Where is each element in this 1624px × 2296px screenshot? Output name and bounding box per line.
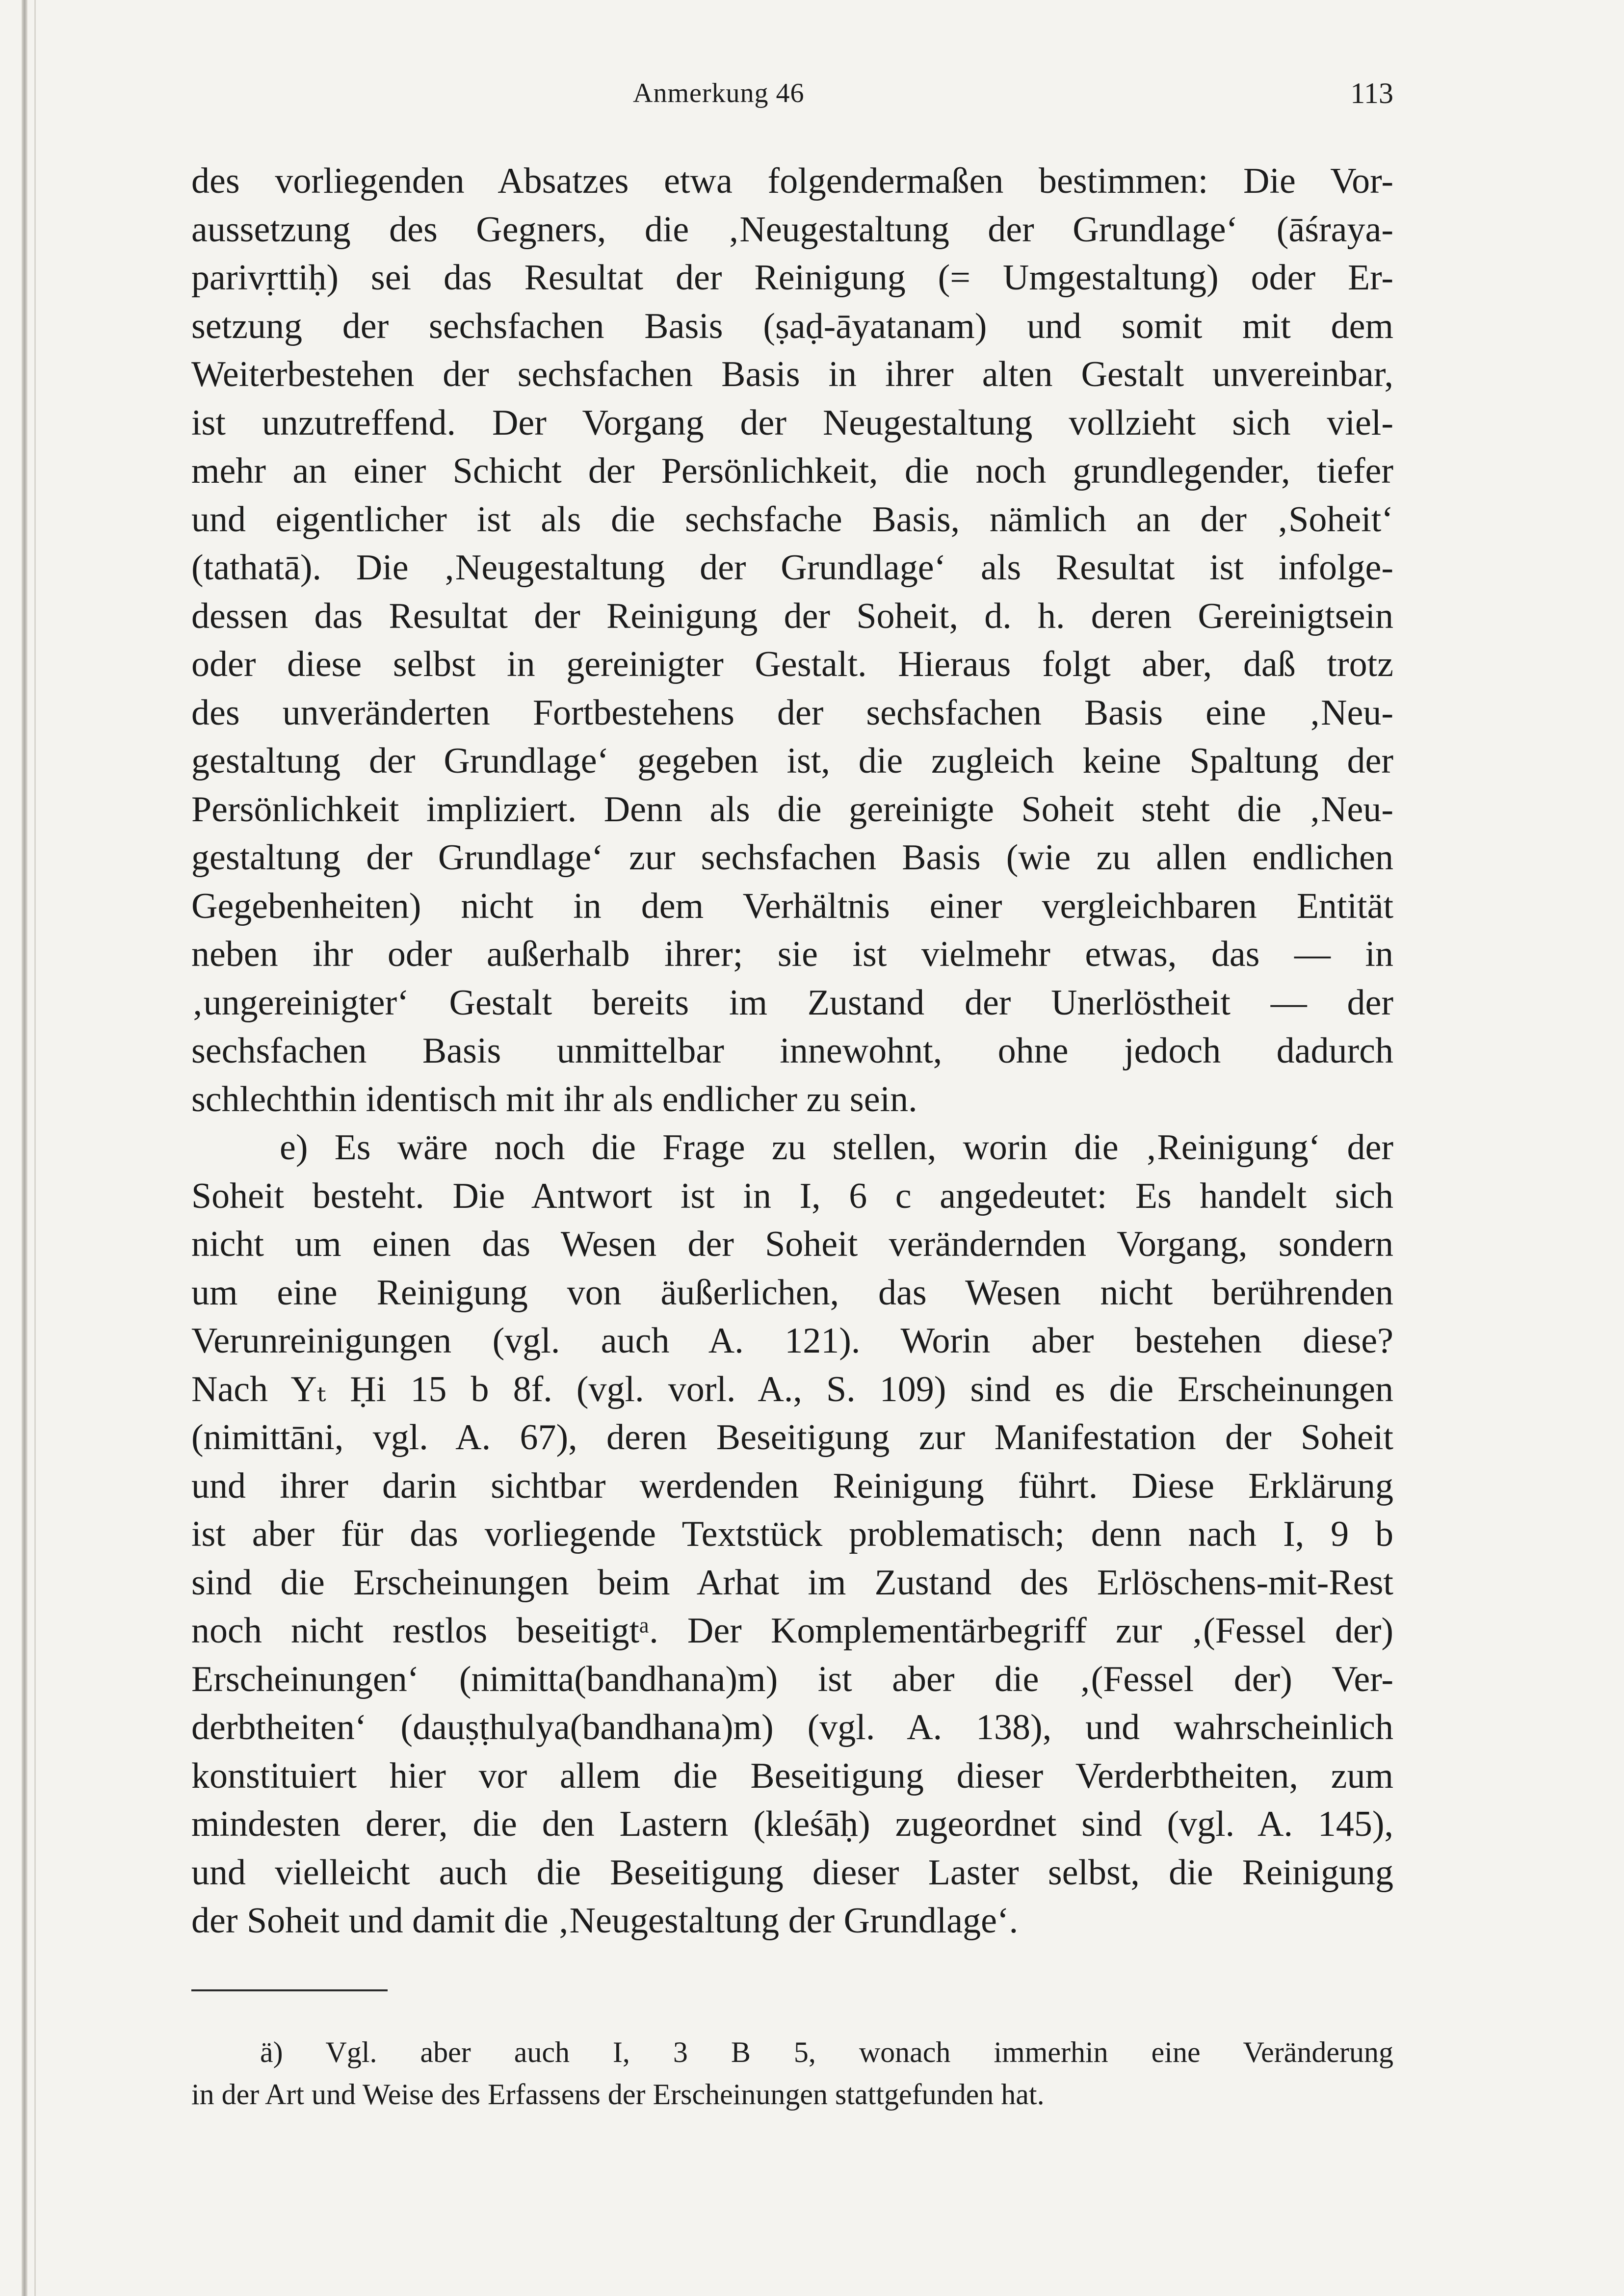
text-line: (tathatā). Die ‚Neugestaltung der Grundlage‘ als Resultat ist infolge- [191,548,1393,588]
text-line: e) Es wäre noch die Frage zu stellen, worin die ‚Reinigung‘ der [280,1127,1393,1168]
text-line: oder diese selbst in gereinigter Gestalt. Hieraus folgt aber, daß trotz [191,644,1393,684]
text-line: und ihrer darin sichtbar werdenden Reinigung führt. Diese Erklärung [191,1465,1393,1506]
footnote-line: ä) Vgl. aber auch I, 3 B 5, wonach immerhin eine Veränderung [260,2036,1393,2068]
text-line: ist unzutreffend. Der Vorgang der Neugestaltung vollzieht sich viel- [191,402,1393,443]
text-line: sechsfachen Basis unmittelbar innewohnt, ohne jedoch dadurch [191,1031,1393,1071]
text-line: Soheit besteht. Die Antwort ist in I, 6 c angedeutet: Es handelt sich [191,1175,1393,1216]
text-line: Gegebenheiten) nicht in dem Verhältnis einer vergleichbaren Entität [191,886,1393,926]
text-line: dessen das Resultat der Reinigung der Soheit, d. h. deren Gereinigtsein [191,596,1393,636]
text-line: konstituiert hier vor allem die Beseitigung dieser Verderbtheiten, zum [191,1755,1393,1796]
text-line: noch nicht restlos beseitigtᵃ. Der Komplementärbegriff zur ‚(Fessel der) [191,1611,1393,1651]
footnote-separator [191,1989,388,1991]
text-line: neben ihr oder außerhalb ihrer; sie ist vielmehr etwas, das — in [191,934,1393,974]
text-line: setzung der sechsfachen Basis (ṣaḍ-āyatanam) und somit mit dem [191,306,1393,346]
text-line: mindesten derer, die den Lastern (kleśāḥ) zugeordnet sind (vgl. A. 145), [191,1804,1393,1844]
paragraph-2 [191,1123,1393,1945]
scan-binding-edge [22,0,27,2296]
text-line: Nach Yₜ Ḥi 15 b 8f. (vgl. vorl. A., S. 109) sind es die Erscheinungen [191,1369,1393,1409]
text-line: sind die Erscheinungen beim Arhat im Zustand des Erlöschens-mit-Rest [191,1562,1393,1603]
text-line: und vielleicht auch die Beseitigung dieser Laster selbst, die Reinigung [191,1852,1393,1893]
text-line: (nimittāni, vgl. A. 67), deren Beseitigung zur Manifestation der Soheit [191,1417,1393,1458]
paragraph-1 [191,157,1393,1123]
page-number: 113 [1350,77,1393,109]
page-header [0,69,1624,118]
text-line: parivṛttiḥ) sei das Resultat der Reinigung (= Umgestaltung) oder Er- [191,258,1393,298]
text-line: um eine Reinigung von äußerlichen, das Wesen nicht berührenden [191,1272,1393,1313]
scan-binding-shadow [34,0,36,2296]
running-head: Anmerkung 46 [633,78,805,108]
text-line: ist aber für das vorliegende Textstück problematisch; denn nach I, 9 b [191,1514,1393,1554]
text-line: Erscheinungen‘ (nimitta(bandhana)m) ist aber die ‚(Fessel der) Ver- [191,1659,1393,1699]
text-line: gestaltung der Grundlage‘ zur sechsfachen Basis (wie zu allen endlichen [191,837,1393,878]
text-line: aussetzung des Gegners, die ‚Neugestaltung der Grundlage‘ (āśraya- [191,209,1393,250]
text-line: derbtheiten‘ (dauṣṭhulya(bandhana)m) (vgl. A. 138), und wahrscheinlich [191,1707,1393,1748]
main-text [191,157,1393,1945]
text-line: gestaltung der Grundlage‘ gegeben ist, die zugleich keine Spaltung der [191,741,1393,781]
text-line: schlechthin identisch mit ihr als endlicher zu sein. [191,1079,917,1120]
text-line: mehr an einer Schicht der Persönlichkeit, die noch grundlegender, tiefer [191,451,1393,491]
text-line: der Soheit und damit die ‚Neugestaltung der Grundlage‘. [191,1901,1019,1941]
footnote [191,2031,1393,2115]
text-line: nicht um einen das Wesen der Soheit verändernden Vorgang, sondern [191,1224,1393,1264]
text-line: des unveränderten Fortbestehens der sechsfachen Basis eine ‚Neu- [191,692,1393,733]
text-line: Verunreinigungen (vgl. auch A. 121). Worin aber bestehen diese? [191,1321,1393,1361]
text-line: des vorliegenden Absatzes etwa folgendermaßen bestimmen: Die Vor- [191,161,1393,201]
text-line: Weiterbestehen der sechsfachen Basis in ihrer alten Gestalt unvereinbar, [191,354,1393,394]
text-line: und eigentlicher ist als die sechsfache Basis, nämlich an der ‚Soheit‘ [191,499,1393,540]
text-line: Persönlichkeit impliziert. Denn als die gereinigte Soheit steht die ‚Neu- [191,789,1393,830]
footnote-line: in der Art und Weise des Erfassens der Erscheinungen stattgefunden hat. [191,2078,1045,2111]
text-line: ‚ungereinigter‘ Gestalt bereits im Zustand der Unerlöstheit — der [191,982,1393,1023]
